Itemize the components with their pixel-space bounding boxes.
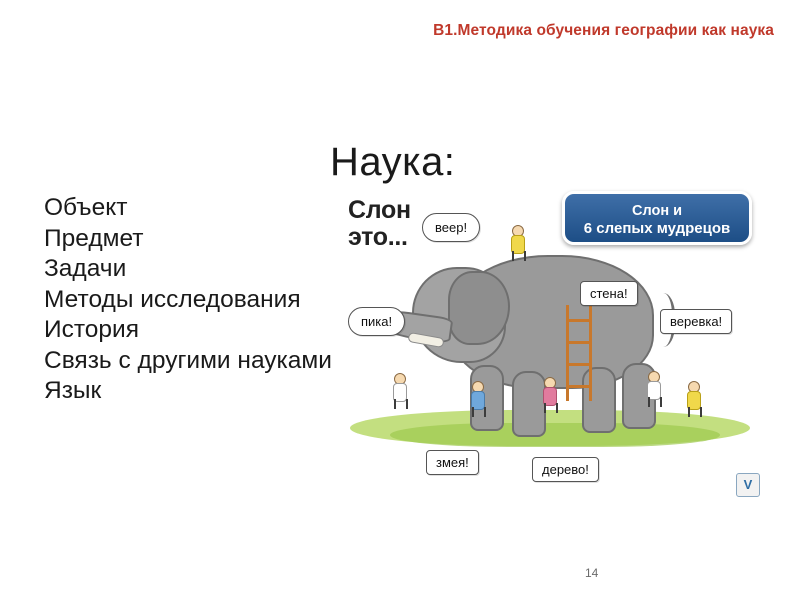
figure-legs [544,403,558,413]
list-item: Объект [44,194,128,221]
ladder-rung [566,319,592,322]
ladder-rung [566,363,592,366]
speech-bubble: пика! [348,307,405,336]
illustration-caption-line2: это... [348,223,408,251]
figure-legs [394,399,408,409]
slide-header-title: В1.Методика обучения географии как наука [433,22,774,39]
ladder-shape [566,305,592,401]
wise-man-figure [510,225,524,259]
list-item: Методы исследования [44,285,301,313]
figure-legs [512,251,526,261]
speech-bubble: веер! [422,213,480,242]
wise-man-figure [686,381,700,415]
watermark-logo: V [736,473,760,497]
list-item: Предмет [44,224,144,252]
badge-line2: 6 слепых мудрецов [583,220,731,237]
bullet-list [44,193,356,433]
speech-bubble: дерево! [532,457,599,482]
figure-legs [472,407,486,417]
speech-bubble: змея! [426,450,479,475]
page-title: Наука: [330,140,456,184]
elephant-illustration [330,185,770,505]
illustration-caption-line1: Слон [348,196,411,224]
wise-man-figure [646,371,660,405]
illustration-caption [348,197,411,251]
list-item: Язык [44,377,102,404]
ground-shadow-shape [390,423,720,447]
speech-bubble: стена! [580,281,638,306]
list-item: Связь с другими науками [44,346,332,374]
elephant-leg [512,371,546,437]
illustration-badge [562,191,752,245]
wise-man-figure [470,381,484,415]
ladder-rung [566,385,592,388]
figure-legs [648,397,662,407]
badge-line1: Слон и [631,203,683,219]
wise-man-figure [542,377,556,411]
list-item: История [44,316,140,343]
wise-man-figure [392,373,406,407]
page-number: 14 [585,566,599,580]
ladder-rung [566,341,592,344]
figure-legs [688,407,702,417]
speech-bubble: веревка! [660,309,732,334]
list-item: Задачи [44,255,127,282]
